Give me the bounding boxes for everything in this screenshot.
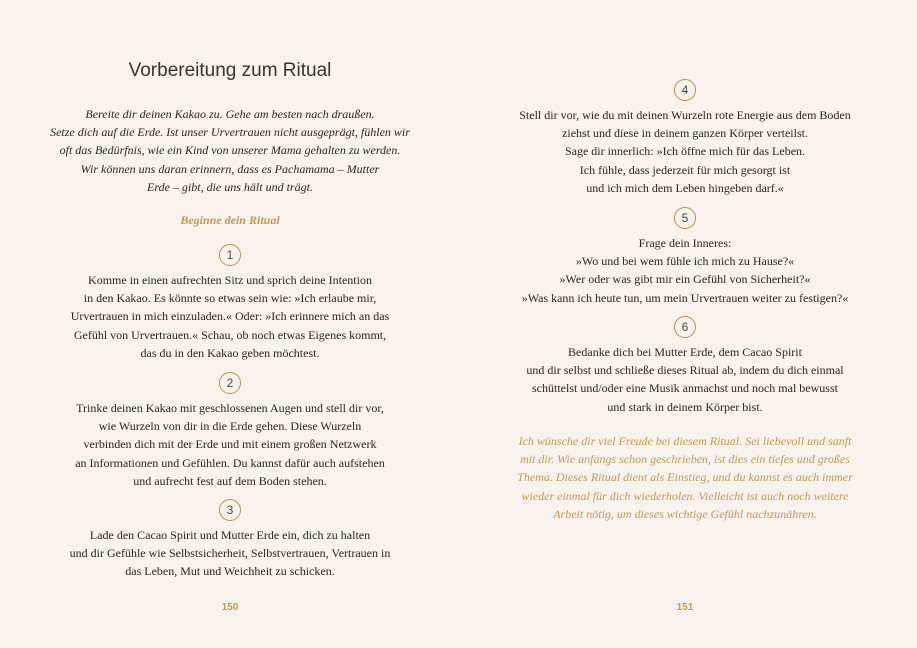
step-4 bbox=[485, 79, 885, 197]
step-line: und ich mich dem Leben hingeben darf.« bbox=[586, 180, 784, 195]
step-1 bbox=[30, 244, 430, 362]
step-line: »Wer oder was gibt mir ein Gefühl von Sicherheit?« bbox=[559, 272, 811, 287]
closing-paragraph bbox=[485, 432, 885, 523]
closing-line: Ich wünsche dir viel Freude bei diesem Ritual. Sei liebevoll und sanft bbox=[518, 434, 852, 448]
step-line: und stark in deinem Körper bist. bbox=[607, 399, 763, 414]
step-line: verbinden dich mit der Erde und mit einem großen Netzwerk bbox=[83, 437, 377, 452]
closing-line: Arbeit nötig, um dieses wichtige Gefühl nachzunähren. bbox=[553, 506, 817, 521]
step-line: das du in den Kakao geben möchtest. bbox=[140, 345, 320, 360]
step-5 bbox=[485, 207, 885, 307]
step-text bbox=[485, 106, 885, 197]
step-line: Lade den Cacao Spirit und Mutter Erde ein, dich zu halten bbox=[89, 528, 371, 542]
step-line: das Leben, Mut und Weichheit zu schicken. bbox=[125, 564, 335, 579]
intro-line: Erde – gibt, die uns hält und trägt. bbox=[147, 179, 313, 194]
right-page bbox=[485, 0, 885, 648]
closing-line: wieder einmal für dich wiederholen. Vielleicht ist auch noch weitere bbox=[521, 488, 849, 503]
step-line: an Informationen und Gefühlen. Du kannst dafür auch aufstehen bbox=[75, 455, 385, 470]
step-line: Trinke deinen Kakao mit geschlossenen Augen und stell dir vor, bbox=[76, 401, 384, 415]
intro-line: Bereite dir deinen Kakao zu. Gehe am besten nach draußen. bbox=[85, 107, 375, 121]
intro-line: Setze dich auf die Erde. Ist unser Urvertrauen nicht ausgeprägt, fühlen wir bbox=[50, 125, 410, 140]
step-text bbox=[485, 234, 885, 307]
step-text bbox=[30, 271, 430, 362]
step-number-badge: 5 bbox=[674, 207, 696, 229]
page-number: 151 bbox=[676, 602, 694, 613]
step-6 bbox=[485, 316, 885, 416]
step-line: Gefühl von Urvertrauen.« Schau, ob noch etwas Eigenes kommt, bbox=[73, 327, 387, 342]
page-title: Vorbereitung zum Ritual bbox=[128, 60, 332, 81]
step-line: in den Kakao. Es könnte so etwas sein wie: »Ich erlaube mir, bbox=[83, 291, 377, 306]
left-page bbox=[30, 0, 430, 648]
step-line: »Was kann ich heute tun, um mein Urvertrauen weiter zu festigen?« bbox=[521, 290, 849, 305]
step-line: und dir Gefühle wie Selbstsicherheit, Selbstvertrauen, Vertrauen in bbox=[69, 546, 391, 561]
step-number-badge: 3 bbox=[219, 499, 241, 521]
step-line: Sage dir innerlich: »Ich öffne mich für das Leben. bbox=[564, 144, 806, 159]
step-line: ziehst und diese in deinem ganzen Körper verteilst. bbox=[562, 126, 808, 141]
step-line: Frage dein Inneres: bbox=[638, 236, 732, 250]
step-line: schüttelst und/oder eine Musik anmachst und noch mal bewusst bbox=[532, 381, 838, 396]
step-line: und dir selbst und schließe dieses Ritual ab, indem du dich einmal bbox=[526, 363, 844, 378]
closing-line: mit dir. Wie anfangs schon geschrieben, ist dies ein tiefes und großes bbox=[520, 452, 850, 467]
closing-line: Thema. Dieses Ritual dient als Einstieg, und du kannst es auch immer bbox=[517, 470, 853, 485]
intro-line: oft das Bedürfnis, wie ein Kind von unserer Mama gehalten zu werden. bbox=[59, 143, 401, 158]
step-3 bbox=[30, 499, 430, 581]
subheading: Beginne dein Ritual bbox=[180, 213, 280, 227]
step-text bbox=[30, 526, 430, 581]
step-text bbox=[485, 343, 885, 416]
step-line: Komme in einen aufrechten Sitz und sprich deine Intention bbox=[88, 273, 372, 287]
page-number: 150 bbox=[221, 602, 239, 613]
step-line: Bedanke dich bei Mutter Erde, dem Cacao Spirit bbox=[568, 345, 802, 359]
intro-line: Wir können uns daran erinnern, dass es Pachamama – Mutter bbox=[80, 161, 380, 176]
step-text bbox=[30, 399, 430, 490]
step-line: Urvertrauen in mich einzuladen.« Oder: »Ich erinnere mich an das bbox=[70, 309, 390, 324]
step-line: und aufrecht fest auf dem Boden stehen. bbox=[133, 473, 327, 488]
step-line: »Wo und bei wem fühle ich mich zu Hause?« bbox=[575, 254, 795, 269]
step-line: Ich fühle, dass jederzeit für mich gesorgt ist bbox=[579, 162, 791, 177]
step-line: Stell dir vor, wie du mit deinen Wurzeln rote Energie aus dem Boden bbox=[519, 108, 851, 122]
step-number-badge: 1 bbox=[219, 244, 241, 266]
step-line: wie Wurzeln von dir in die Erde gehen. Diese Wurzeln bbox=[98, 419, 362, 434]
step-number-badge: 2 bbox=[219, 372, 241, 394]
intro-paragraph bbox=[30, 105, 430, 196]
step-number-badge: 6 bbox=[674, 316, 696, 338]
step-2 bbox=[30, 372, 430, 490]
step-number-badge: 4 bbox=[674, 79, 696, 101]
